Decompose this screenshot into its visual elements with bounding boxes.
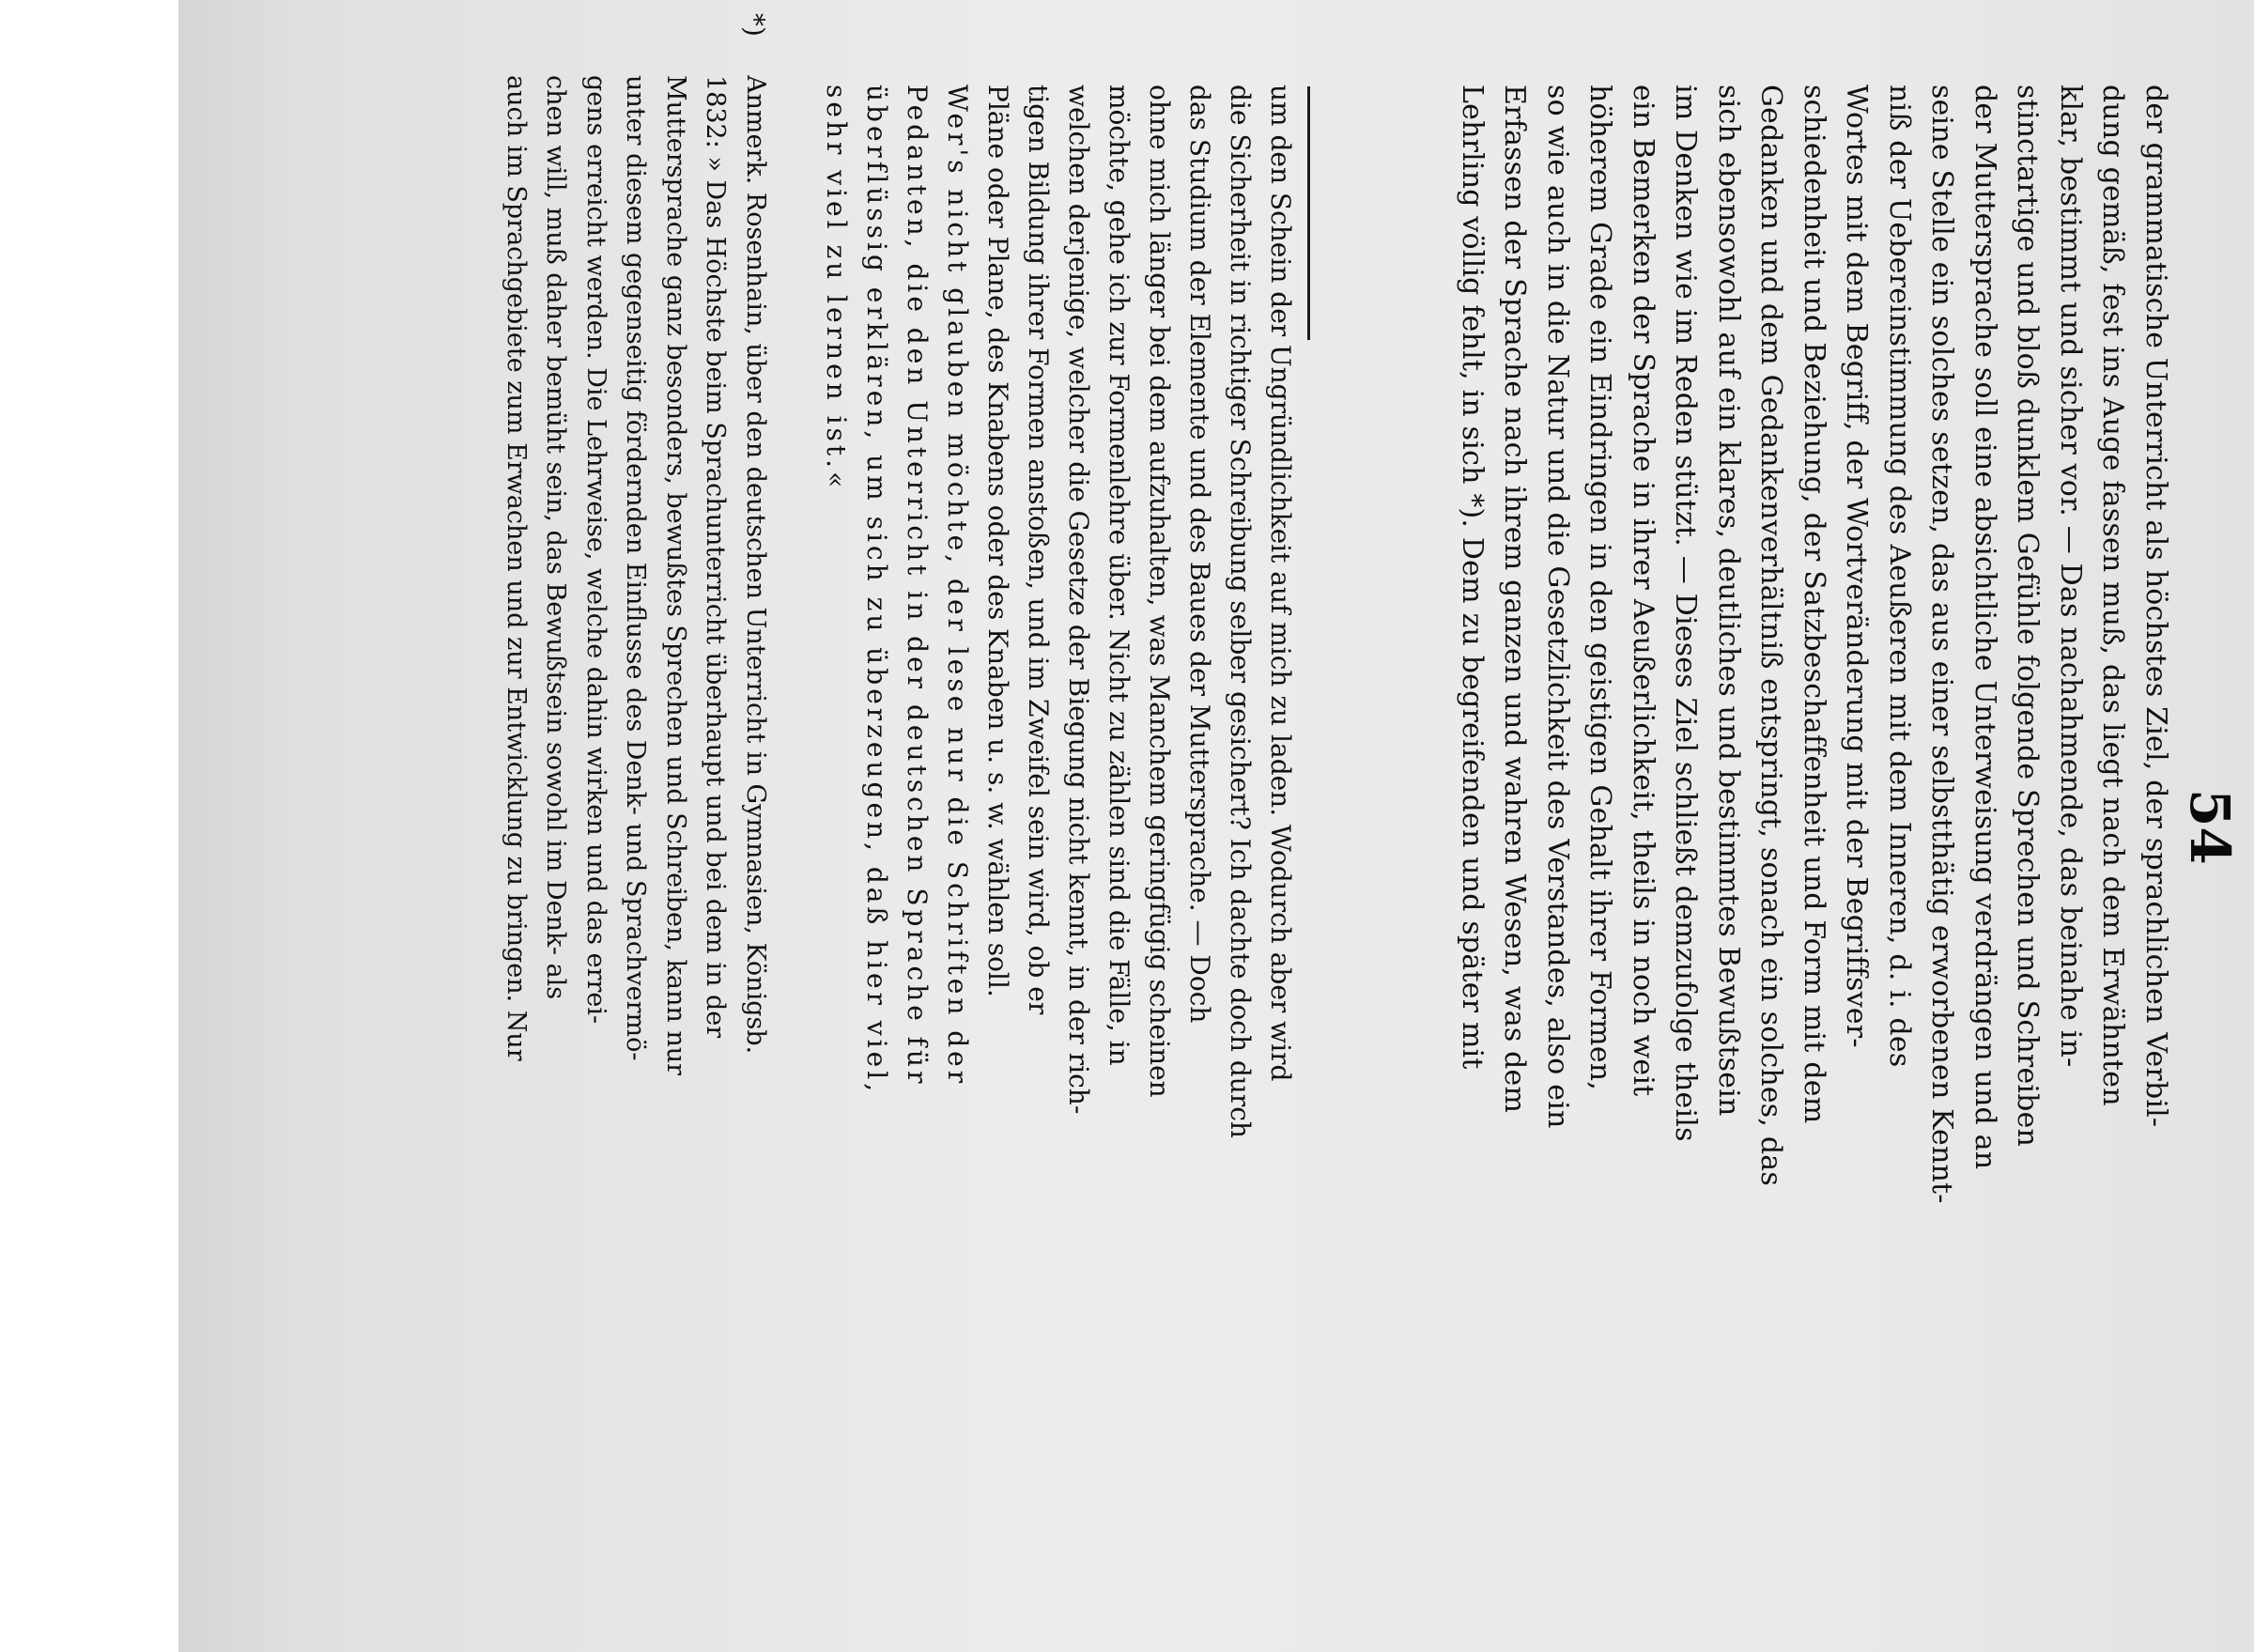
footnote-continuation-block <box>816 85 1301 1587</box>
text-line: seine Stelle ein solches setzen, das aus einer selbstthätig erworbenen Kennt- <box>1925 85 1959 1204</box>
text-line: ein Bemerken der Sprache in ihrer Aeußerlichkeit, theils in noch weit <box>1627 85 1660 1097</box>
footnote-marker: *) <box>739 13 770 37</box>
footnote-line: auch im Sprachgebiete zum Erwachen und zur Entwicklung zu bringen. Nur <box>502 75 531 1061</box>
text-line: so wie auch in die Natur und die Gesetzlichkeit des Verstandes, also ein <box>1541 85 1574 1129</box>
page-number: 54 <box>2178 789 2242 865</box>
text-line: höherem Grade ein Eindringen in den geistigen Gehalt ihrer Formen, <box>1583 85 1617 1091</box>
text-line: der Muttersprache soll eine absichtliche Unterweisung verdrängen und an <box>1968 85 2001 1170</box>
footnote-text-block <box>496 75 776 1615</box>
text-line: möchte, gehe ich zur Formenlehre über. Nicht zu zählen sind die Fälle, in <box>1104 85 1135 1066</box>
text-line: schiedenheit und Beziehung, der Satzbeschaffenheit und Form mit dem <box>1798 85 1830 1124</box>
footnote-separator <box>1307 86 1310 340</box>
text-line: sehr viel zu lernen ist.« <box>821 85 852 492</box>
footnote-line: unter diesem gegenseitig fördernden Einflusse des Denk- und Sprachvermö- <box>621 75 651 1061</box>
rotated-page <box>178 0 2254 1652</box>
text-line: Lehrling völlig fehlt, in sich *). Dem zu begreifenden und später mit <box>1456 85 1489 1070</box>
main-text-block <box>1451 85 2178 1578</box>
footnote-line: Muttersprache ganz besonders, bewußtes Sprechen und Schreiben, kann nur <box>661 75 690 1076</box>
text-line: dung gemäß, fest ins Auge fassen muß, das liegt nach dem Erwähnten <box>2096 85 2130 1106</box>
text-line: die Sicherheit in richtiger Schreibung selber gesichert? Ich dachte doch durch <box>1225 85 1256 1138</box>
footnote-line: chen will, muß daher bemüht sein, das Bewußtsein sowohl im Denk- als <box>541 75 571 1000</box>
text-line: überflüssig erklären, um sich zu überzeugen, daß hier viel, <box>861 85 892 1096</box>
text-line: niß der Uebereinstimmung des Aeußeren mit dem Inneren, d. i. des <box>1883 85 1916 1068</box>
text-line: Pläne oder Plane, des Knabens oder des Knaben u. s. w. wählen soll. <box>982 85 1013 997</box>
text-line: Wortes mit dem Begriff, der Wortveränderung mit der Begriffsver- <box>1840 85 1874 1048</box>
text-line: Erfassen der Sprache nach ihrem ganzen und wahren Wesen, was dem <box>1498 85 1532 1114</box>
text-line: welchen derjenige, welcher die Gesetze der Biegung nicht kennt, in der rich- <box>1063 85 1094 1115</box>
text-line: Gedanken und dem Gedankenverhältniß entspringt, sonach ein solches, das <box>1754 85 1788 1186</box>
text-line: Pedanten, die den Unterricht in der deutschen Sprache für <box>902 85 933 1088</box>
text-line: tigen Bildung ihrer Formen anstoßen, und im Zweifel sein wird, ob er <box>1023 85 1054 1015</box>
text-line: ohne mich länger bei dem aufzuhalten, was Manchem geringfügig scheinen <box>1144 85 1175 1098</box>
text-line: klar, bestimmt und sicher vor. — Das nachahmende, das beinahe in- <box>2054 85 2087 1068</box>
footnote-line: 1832: » Das Höchste beim Sprachunterricht überhaupt und bei dem in der <box>701 75 731 1039</box>
text-line: um den Schein der Ungründlichkeit auf mich zu laden. Wodurch aber wird <box>1265 85 1296 1082</box>
footnote-line: gens erreicht werden. Die Lehrweise, welche dahin wirken und das errei- <box>581 75 610 1025</box>
text-line: im Denken wie im Reden stützt. — Dieses Ziel schließt demzufolge theils <box>1669 85 1703 1142</box>
text-line: Wer's nicht glauben möchte, der lese nur die Schriften der <box>942 85 973 1088</box>
text-line: stinctartige und bloß dunklem Gefühle folgende Sprechen und Schreiben <box>2011 85 2045 1148</box>
text-line: das Studium der Elemente und des Baues der Muttersprache. — Doch <box>1184 85 1215 1024</box>
text-line: sich ebensowohl auf ein klares, deutliches und bestimmtes Bewußtsein <box>1712 85 1745 1117</box>
footnote-line: Anmerk. Rosenhain, über den deutschen Unterricht in Gymnasien, Königsb. <box>741 75 770 1055</box>
text-line: der grammatische Unterricht als höchstes Ziel, der sprachlichen Verbil- <box>2139 85 2172 1128</box>
